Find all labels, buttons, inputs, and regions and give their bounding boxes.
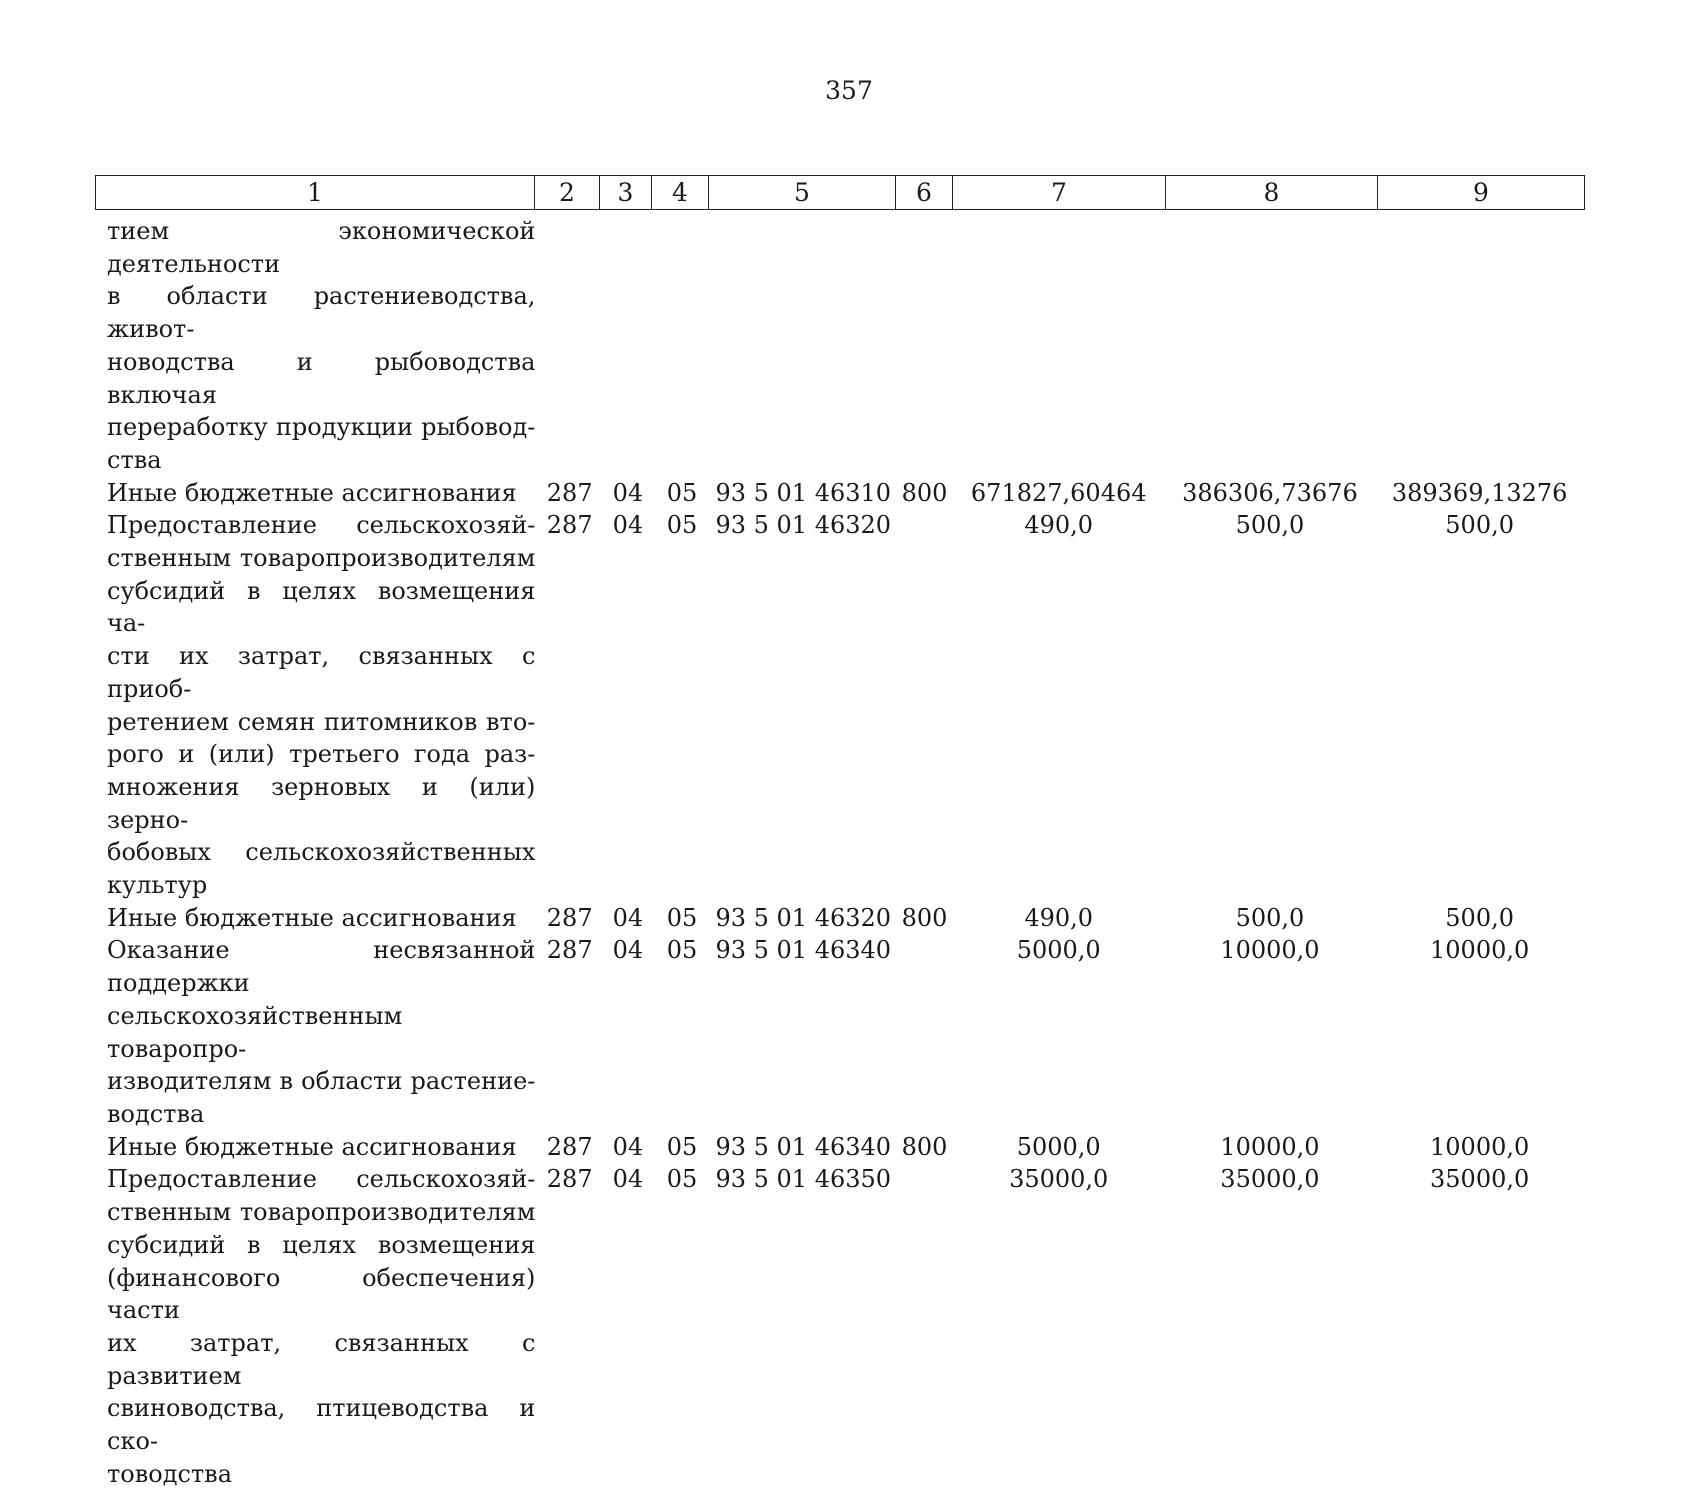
column-header-5: 5 xyxy=(709,176,896,210)
cell-col-7: 35000,0 xyxy=(1009,1165,1109,1194)
cell-col-5: 93 5 01 46310 xyxy=(715,478,892,507)
cell-col-8: 10000,0 xyxy=(1220,936,1320,965)
cell-col-3: 04 xyxy=(612,936,644,965)
cell-col-5: 93 5 01 46350 xyxy=(715,1165,892,1194)
description-line: их затрат, связанных с развитием xyxy=(107,1328,536,1390)
description-line: сельскохозяйственным товаропро- xyxy=(107,1001,403,1063)
description-line: Иные бюджетные ассигнования xyxy=(107,903,517,932)
cell-col-6: 800 xyxy=(901,478,948,507)
column-header-8: 8 xyxy=(1166,176,1378,210)
cell-col-9: 500,0 xyxy=(1445,903,1514,932)
description-line: (финансового обеспечения) части xyxy=(107,1263,536,1325)
cell-col-6: 800 xyxy=(901,903,948,932)
table-body xyxy=(95,215,1584,1490)
row-description xyxy=(95,1163,535,1490)
cell-col-9: 389369,13276 xyxy=(1391,478,1568,507)
cell-col-2: 287 xyxy=(546,1132,593,1161)
column-header-1: 1 xyxy=(96,176,535,210)
row-description xyxy=(95,509,535,901)
column-header-6: 6 xyxy=(896,176,953,210)
description-line: сти их затрат, связанных с приоб- xyxy=(107,642,536,703)
row-description xyxy=(95,934,535,1130)
cell-col-9: 500,0 xyxy=(1445,511,1514,540)
description-line: новодства и рыбоводства включая xyxy=(107,347,536,409)
description-line: водства xyxy=(107,1099,205,1128)
description-line: субсидий в целях возмещения xyxy=(107,1230,536,1259)
column-header-7: 7 xyxy=(953,176,1166,210)
cell-col-9: 35000,0 xyxy=(1430,1165,1530,1194)
cell-col-4: 05 xyxy=(666,478,698,507)
description-line: субсидий в целях возмещения ча- xyxy=(107,576,536,638)
row-description xyxy=(95,1131,535,1164)
description-line: свиноводства, птицеводства и ско- xyxy=(107,1394,536,1456)
description-line: изводителям в области растение- xyxy=(107,1067,536,1096)
cell-col-3: 04 xyxy=(612,903,644,932)
description-line: ственным товаропроизводителям xyxy=(107,1198,536,1227)
table-row xyxy=(95,902,1584,935)
table-row xyxy=(95,477,1584,510)
description-line: Оказание несвязанной поддержки xyxy=(107,936,536,998)
cell-col-8: 500,0 xyxy=(1235,511,1305,540)
column-header-2: 2 xyxy=(535,176,600,210)
cell-col-3: 04 xyxy=(612,1165,644,1194)
description-line: тием экономической деятельности xyxy=(107,217,536,278)
table-row xyxy=(95,509,1584,901)
description-line: Предоставление сельскохозяй- xyxy=(107,511,536,540)
cell-col-5: 93 5 01 46320 xyxy=(715,903,892,932)
cell-col-7: 5000,0 xyxy=(1016,1132,1101,1161)
cell-col-2: 287 xyxy=(546,511,593,540)
cell-col-8: 35000,0 xyxy=(1220,1165,1320,1194)
description-line: товодства xyxy=(107,1459,233,1488)
cell-col-9: 10000,0 xyxy=(1430,936,1530,965)
cell-col-4: 05 xyxy=(666,903,698,932)
description-line: Иные бюджетные ассигнования xyxy=(107,478,517,507)
description-line: переработку продукции рыбовод- xyxy=(107,413,536,442)
column-header-4: 4 xyxy=(652,176,709,210)
column-header-3: 3 xyxy=(600,176,652,210)
table-row xyxy=(95,1131,1584,1164)
cell-col-8: 10000,0 xyxy=(1220,1132,1320,1161)
description-line: рого и (или) третьего года раз- xyxy=(107,740,536,769)
description-line: Иные бюджетные ассигнования xyxy=(107,1132,517,1161)
cell-col-2: 287 xyxy=(546,936,593,965)
cell-col-9: 10000,0 xyxy=(1430,1132,1530,1161)
cell-col-2: 287 xyxy=(546,478,593,507)
description-line: ственным товаропроизводителям xyxy=(107,544,536,573)
cell-col-3: 04 xyxy=(612,511,644,540)
table-row xyxy=(95,215,1584,477)
description-line: культур xyxy=(107,871,208,900)
cell-col-4: 05 xyxy=(666,1132,698,1161)
cell-col-3: 04 xyxy=(612,1132,644,1161)
cell-col-8: 500,0 xyxy=(1235,903,1305,932)
cell-col-7: 490,0 xyxy=(1024,511,1094,540)
cell-col-5: 93 5 01 46340 xyxy=(715,936,892,965)
cell-col-7: 490,0 xyxy=(1024,903,1094,932)
cell-col-5: 93 5 01 46320 xyxy=(715,511,892,540)
table-row xyxy=(95,934,1584,1130)
cell-col-6: 800 xyxy=(901,1132,948,1161)
cell-col-4: 05 xyxy=(666,511,698,540)
description-line: ства xyxy=(107,445,162,474)
table-row xyxy=(95,1163,1584,1490)
cell-col-4: 05 xyxy=(666,936,698,965)
cell-col-4: 05 xyxy=(666,1165,698,1194)
cell-col-7: 671827,60464 xyxy=(970,478,1147,507)
cell-col-7: 5000,0 xyxy=(1016,936,1101,965)
cell-col-2: 287 xyxy=(546,903,593,932)
row-description xyxy=(95,215,535,477)
cell-col-2: 287 xyxy=(546,1165,593,1194)
row-description xyxy=(95,477,535,510)
description-line: бобовых сельскохозяйственных xyxy=(107,838,536,867)
description-line: ретением семян питомников вто- xyxy=(107,707,536,736)
page-number: 357 xyxy=(825,76,873,105)
cell-col-8: 386306,73676 xyxy=(1182,478,1358,507)
cell-col-5: 93 5 01 46340 xyxy=(715,1132,892,1161)
column-header-row xyxy=(95,175,1585,210)
cell-col-3: 04 xyxy=(612,478,644,507)
description-line: в области растениеводства, живот- xyxy=(107,282,536,344)
row-description xyxy=(95,902,535,935)
description-line: Предоставление сельскохозяй- xyxy=(107,1165,536,1194)
description-line: множения зерновых и (или) зерно- xyxy=(107,772,536,834)
column-header-9: 9 xyxy=(1378,176,1585,210)
